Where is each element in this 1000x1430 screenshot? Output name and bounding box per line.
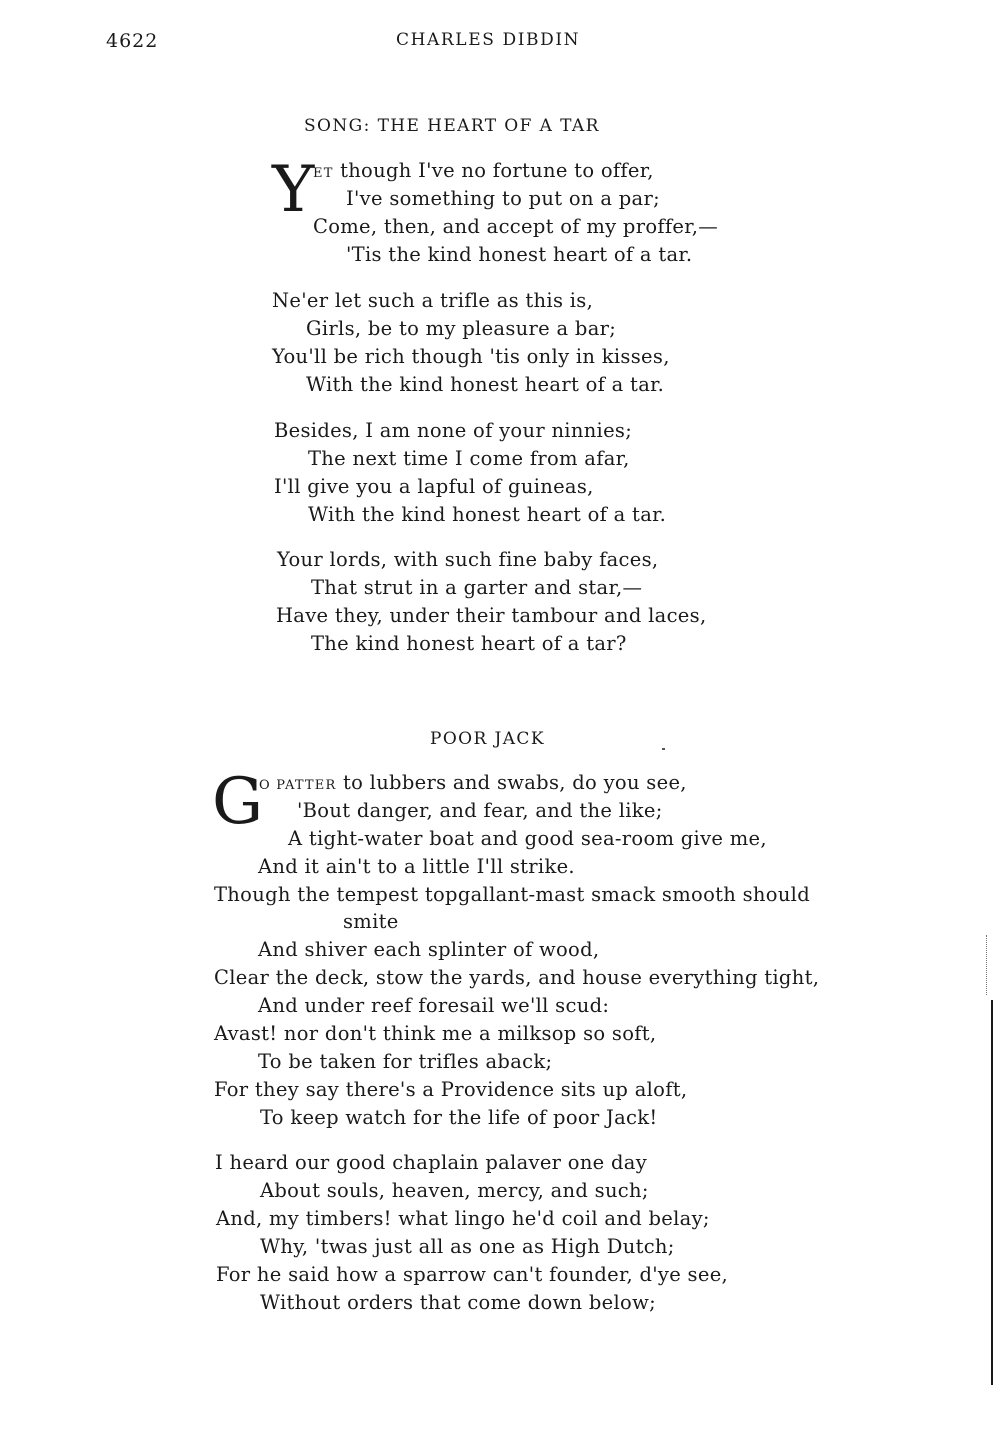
poem-line: And it ain't to a little I'll strike. [258, 855, 575, 878]
poem-line: The kind honest heart of a tar? [311, 632, 627, 655]
drop-cap: G [212, 765, 264, 839]
poem-title: POOR JACK [430, 729, 545, 749]
poem-line: I've something to put on a par; [346, 187, 660, 210]
poem-line: For they say there's a Providence sits up aloft, [214, 1078, 688, 1101]
poem-line: I heard our good chaplain palaver one day [215, 1151, 648, 1174]
poem-line [313, 157, 654, 188]
poem-line: Though the tempest topgallant-mast smack smooth should [214, 883, 810, 906]
poem-line: To keep watch for the life of poor Jack! [260, 1106, 658, 1129]
poem-line: Ne'er let such a trifle as this is, [272, 289, 594, 312]
poem-line: To be taken for trifles aback; [258, 1050, 553, 1073]
line-text: though I've no fortune to offer, [340, 159, 654, 182]
poem-line [259, 769, 687, 800]
small-caps-word: ET [313, 166, 334, 181]
page-number: 4622 [106, 30, 159, 52]
poem-line: Why, 'twas just all as one as High Dutch; [260, 1235, 675, 1258]
scan-edge-dots [986, 935, 987, 995]
poem-line: Girls, be to my pleasure a bar; [306, 317, 617, 340]
poem-line: 'Bout danger, and fear, and the like; [297, 799, 663, 822]
poem-line: That strut in a garter and star,— [311, 576, 643, 599]
line-text: to lubbers and swabs, do you see, [342, 771, 687, 794]
poem-line: Without orders that come down below; [260, 1291, 656, 1314]
poem-line: Come, then, and accept of my proffer,— [313, 215, 719, 238]
drop-cap: Y [272, 153, 315, 227]
scan-edge-rule [991, 1000, 993, 1385]
small-caps-word: O PATTER [259, 778, 337, 793]
poem-line: For he said how a sparrow can't founder, d'ye see, [216, 1263, 729, 1286]
poem-line: Clear the deck, stow the yards, and house everything tight, [214, 966, 820, 989]
poem-line: Your lords, with such fine baby faces, [277, 548, 659, 571]
poem-line: A tight-water boat and good sea-room give me, [288, 827, 767, 850]
poem-line: And under reef foresail we'll scud: [258, 994, 610, 1017]
poem-line: Have they, under their tambour and laces, [276, 604, 707, 627]
poem-line: I'll give you a lapful of guineas, [274, 475, 594, 498]
poem-line: With the kind honest heart of a tar. [308, 503, 667, 526]
poem-line: smite [343, 910, 399, 933]
poem-title: SONG: THE HEART OF A TAR [304, 116, 600, 136]
poem-line: And, my timbers! what lingo he'd coil and belay; [216, 1207, 710, 1230]
poem-line: Avast! nor don't think me a milksop so soft, [214, 1022, 657, 1045]
poem-line: And shiver each splinter of wood, [258, 938, 600, 961]
print-speck [662, 748, 665, 750]
poem-line: About souls, heaven, mercy, and such; [260, 1179, 649, 1202]
poem-line: The next time I come from afar, [308, 447, 630, 470]
poem-line: 'Tis the kind honest heart of a tar. [346, 243, 693, 266]
poem-line: Besides, I am none of your ninnies; [274, 419, 633, 442]
poem-line: With the kind honest heart of a tar. [306, 373, 665, 396]
running-head: CHARLES DIBDIN [396, 30, 581, 50]
poem-line: You'll be rich though 'tis only in kisses, [272, 345, 670, 368]
